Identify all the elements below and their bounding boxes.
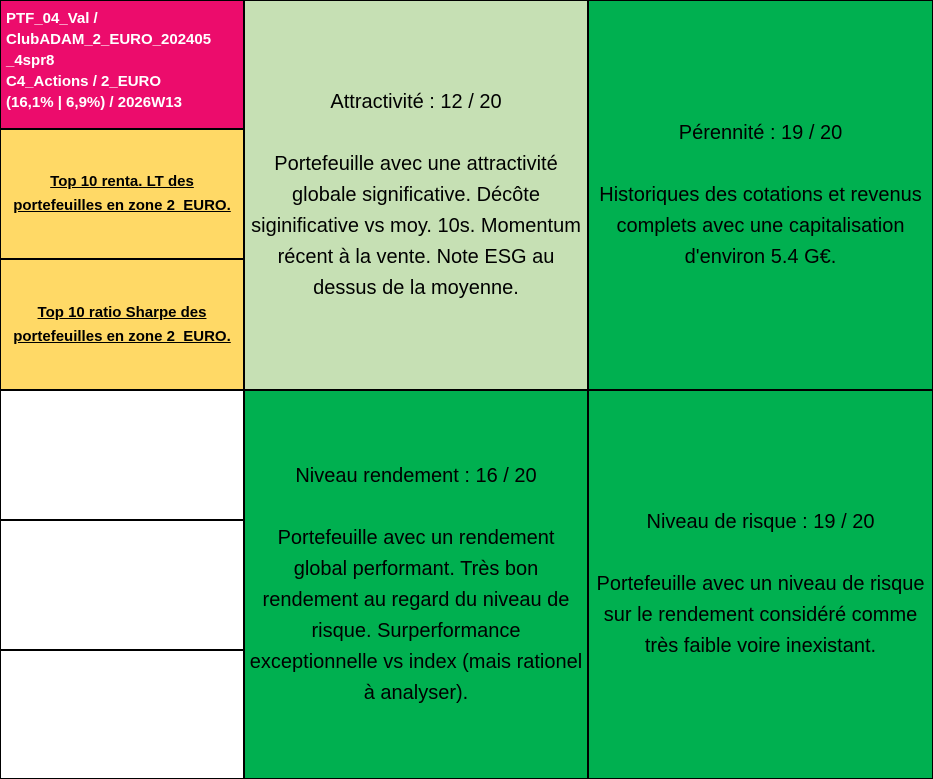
top-sharpe-cell — [1, 260, 243, 389]
portfolio-header-line: C4_Actions / 2_EURO — [6, 73, 162, 90]
empty-cell — [1, 391, 243, 519]
top-sharpe-link[interactable]: Top 10 ratio Sharpe des portefeuilles en zone 2_EURO. — [13, 303, 231, 345]
perennite-card — [589, 1, 932, 389]
perennite-title: Pérennité : 19 / 20 — [678, 121, 843, 144]
portfolio-header-line: (16,1% | 6,9%) / 2026W13 — [6, 94, 182, 111]
risque-description: Portefeuille avec un niveau de risque sur le rendement considéré comme très faible voire inexistant. — [596, 573, 925, 657]
left-column-top — [1, 1, 243, 389]
portfolio-header-line: PTF_04_Val / — [6, 10, 98, 27]
empty-cell — [1, 521, 243, 649]
attractivite-title: Attractivité : 12 / 20 — [330, 90, 502, 113]
risque-card — [589, 391, 932, 778]
risque-title: Niveau de risque : 19 / 20 — [646, 511, 875, 533]
left-column-bottom — [1, 391, 243, 778]
rendement-card — [245, 391, 587, 778]
rendement-title: Niveau rendement : 16 / 20 — [295, 464, 537, 487]
empty-cell — [1, 651, 243, 778]
attractivite-description: Portefeuille avec une attractivité globale significative. Décôte siginificative vs moy. 10s. Momentum récent à la vente. Note ESG au dessus de la moyenne. — [251, 152, 581, 299]
attractivite-card — [245, 1, 587, 389]
perennite-description: Historiques des cotations et revenus complets avec une capitalisation d'environ 5.4 G€. — [599, 183, 922, 268]
portfolio-header-line: ClubADAM_2_EURO_202405 — [6, 31, 212, 48]
portfolio-header-line: _4spr8 — [6, 52, 55, 69]
portfolio-header — [1, 1, 243, 128]
top-renta-link[interactable]: Top 10 renta. LT des portefeuilles en zone 2_EURO. — [13, 173, 231, 214]
top-renta-cell — [1, 130, 243, 258]
rendement-description: Portefeuille avec un rendement global performant. Très bon rendement au regard du niveau de risque. Surperformance exceptionnelle vs index (mais rationel à analyser). — [249, 526, 583, 704]
